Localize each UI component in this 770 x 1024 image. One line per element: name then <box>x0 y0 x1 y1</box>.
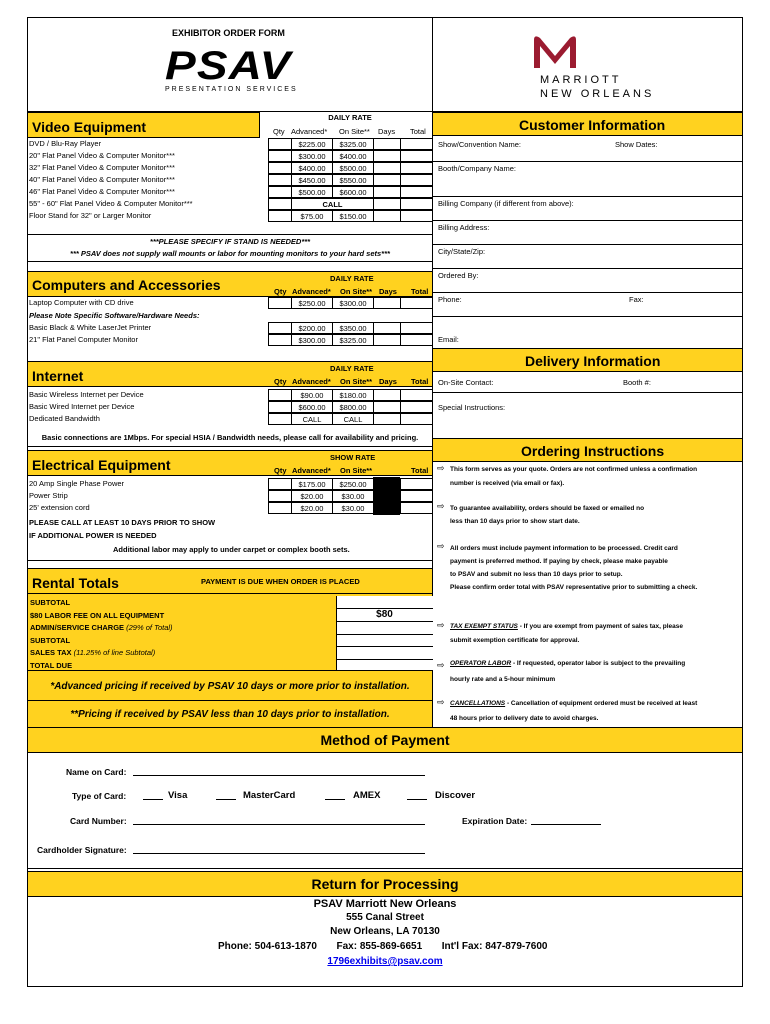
qty-field[interactable] <box>268 174 292 186</box>
table-row-label: 25' extension cord <box>29 503 90 512</box>
email-field[interactable] <box>433 316 742 348</box>
computers-daily-rate: DAILY RATE <box>330 274 374 283</box>
payment-title: Method of Payment <box>320 732 450 748</box>
advanced-price: $75.00 <box>291 210 333 222</box>
video-daily-rate: DAILY RATE <box>328 113 372 122</box>
video-col-qty: Qty <box>273 127 285 136</box>
name-on-card-label: Name on Card: <box>66 767 127 777</box>
onsite-price: $180.00 <box>332 389 374 401</box>
days-field[interactable] <box>373 297 401 309</box>
days-field[interactable] <box>373 334 401 346</box>
internet-daily-rate: DAILY RATE <box>330 364 374 373</box>
instruction-1b: number is received (via email or fax). <box>450 480 565 487</box>
city-state-zip-field[interactable] <box>433 244 742 268</box>
advanced-price: $200.00 <box>291 322 333 334</box>
rental-rule-2 <box>336 621 433 622</box>
onsite-price: $300.00 <box>332 297 374 309</box>
qty-field[interactable] <box>268 389 292 401</box>
total-field[interactable] <box>400 150 433 162</box>
onsite-price: CALL <box>332 413 374 425</box>
table-row-label: 55" - 60" Flat Panel Video & Computer Monitor*** <box>29 199 193 208</box>
table-row-label: Dedicated Bandwidth <box>29 414 100 423</box>
arrow-icon: ⇨ <box>437 541 445 551</box>
return-phone: Phone: 504-613-1870 <box>218 941 317 952</box>
total-field[interactable] <box>400 138 433 150</box>
qty-field[interactable] <box>268 413 292 425</box>
electrical-show-rate: SHOW RATE <box>330 453 376 462</box>
internet-col-total: Total <box>411 377 429 386</box>
call-cell: CALL <box>291 198 374 210</box>
instruction-4a: - If you are exempt from payment of sales tax, please <box>517 623 683 630</box>
form-title: EXHIBITOR ORDER FORM <box>172 28 285 38</box>
delivery-header <box>432 348 743 372</box>
internet-note: Basic connections are 1Mbps. For special HSIA / Bandwidth needs, please call for availability and pricing. <box>41 433 419 442</box>
total-field[interactable] <box>400 401 433 413</box>
expiration-line <box>531 824 601 825</box>
tax-exempt-label: TAX EXEMPT STATUS <box>450 623 518 630</box>
total-field[interactable] <box>400 334 433 346</box>
expiration-label: Expiration Date: <box>462 816 528 826</box>
video-bottom-rule <box>27 261 433 262</box>
internet-col-days: Days <box>379 377 397 386</box>
internet-header <box>27 361 433 387</box>
instruction-5b: hourly rate and a 5-hour minimum <box>450 676 556 683</box>
days-field[interactable] <box>373 162 401 174</box>
video-col-onsite: On Site** <box>339 127 370 136</box>
ordering-title: Ordering Instructions <box>521 443 665 459</box>
internet-col-advanced: Advanced* <box>292 377 331 386</box>
mastercard-checkbox[interactable] <box>216 799 236 800</box>
advanced-price: $300.00 <box>291 334 333 346</box>
computers-header <box>27 271 433 297</box>
video-col-days: Days <box>378 127 396 136</box>
return-intl-fax: Int'l Fax: 847-879-7600 <box>441 941 548 952</box>
instruction-4b: submit exemption certificate for approval. <box>450 637 580 644</box>
visa-label: Visa <box>168 790 188 801</box>
days-field[interactable] <box>373 401 401 413</box>
instruction-6a: - Cancellation of equipment ordered must be received at least <box>505 700 698 707</box>
video-note-wallmount: *** PSAV does not supply wall mounts or labor for mounting monitors to your hard sets*** <box>70 249 390 258</box>
delivery-title: Delivery Information <box>525 353 661 369</box>
instruction-6b: 48 hours prior to delivery date to avoid charges. <box>450 715 599 722</box>
electrical-col-advanced: Advanced* <box>292 466 331 475</box>
onsite-price: $600.00 <box>332 186 374 198</box>
hotel-name-line2: NEW ORLEANS <box>540 88 655 100</box>
total-field[interactable] <box>400 322 433 334</box>
psav-logo <box>165 44 298 93</box>
electrical-title: Electrical Equipment <box>32 457 171 473</box>
signature-line <box>133 853 425 854</box>
rental-labor-amount: $80 <box>376 609 393 620</box>
total-field[interactable] <box>400 174 433 186</box>
amex-checkbox[interactable] <box>325 799 345 800</box>
return-fax: Fax: 855-869-6651 <box>336 941 423 952</box>
onsite-price: $500.00 <box>332 162 374 174</box>
advanced-price: $450.00 <box>291 174 333 186</box>
video-col-advanced: Advanced* <box>291 127 328 136</box>
ordered-by-field[interactable] <box>433 268 742 292</box>
electrical-bottom-rule <box>27 560 433 561</box>
computers-col-days: Days <box>379 287 397 296</box>
table-row-label: 21" Flat Panel Computer Monitor <box>29 335 138 344</box>
return-line2: 555 Canal Street <box>346 912 424 923</box>
rental-sales-tax-pct: (11.25% of line Subtotal) <box>73 648 156 657</box>
table-row-label: Laptop Computer with CD drive <box>29 298 134 307</box>
days-field[interactable] <box>373 186 401 198</box>
table-row-label: 46" Flat Panel Video & Computer Monitor*** <box>29 187 175 196</box>
city-state-zip-label: City/State/Zip: <box>438 247 486 256</box>
special-instructions-label: Special Instructions: <box>438 403 506 412</box>
booth-company-field[interactable] <box>433 161 742 196</box>
onsite-pricing-note: **Pricing if received by PSAV less than 10 days prior to installation. <box>70 709 390 720</box>
total-field[interactable] <box>400 297 433 309</box>
total-field[interactable] <box>400 198 433 210</box>
rental-title: Rental Totals <box>32 575 119 591</box>
return-email-wrap <box>27 956 743 967</box>
advanced-price: $250.00 <box>291 297 333 309</box>
card-number-line <box>133 824 425 825</box>
return-line1: PSAV Marriott New Orleans <box>313 898 457 910</box>
days-field[interactable] <box>373 138 401 150</box>
rental-sales-tax-label: SALES TAX <box>30 648 72 657</box>
rental-subtotal2: SUBTOTAL <box>30 636 71 645</box>
arrow-icon: ⇨ <box>437 463 445 473</box>
instruction-5a: - If requested, operator labor is subject to the prevailing <box>511 660 686 667</box>
instruction-3a: All orders must include payment information to be processed. Credit card <box>450 545 678 552</box>
internet-col-qty: Qty <box>274 377 287 386</box>
days-field[interactable] <box>373 413 401 425</box>
customer-header <box>432 112 743 136</box>
onsite-price: $350.00 <box>332 322 374 334</box>
qty-field[interactable] <box>268 150 292 162</box>
qty-field[interactable] <box>268 334 292 346</box>
return-line3: New Orleans, LA 70130 <box>330 926 440 937</box>
billing-address-label: Billing Address: <box>438 223 490 232</box>
advanced-pricing-note: *Advanced pricing if received by PSAV 10 days or more prior to installation. <box>50 681 410 692</box>
instruction-2b: less than 10 days prior to show start date. <box>450 518 580 525</box>
days-field[interactable] <box>373 322 401 334</box>
advanced-price: $600.00 <box>291 401 333 413</box>
pricing-notes-divider <box>28 700 432 701</box>
video-note-stand: ***PLEASE SPECIFY IF STAND IS NEEDED*** <box>149 237 311 246</box>
total-field[interactable] <box>400 162 433 174</box>
electrical-col-qty: Qty <box>274 466 287 475</box>
computers-col-advanced: Advanced* <box>292 287 331 296</box>
computers-col-onsite: On Site** <box>340 287 373 296</box>
electrical-note-labor: Additional labor may apply to under carpet or complex booth sets. <box>113 545 350 554</box>
video-header <box>27 112 260 138</box>
table-row-label: 40" Flat Panel Video & Computer Monitor*** <box>29 175 175 184</box>
special-instructions-field[interactable] <box>433 393 742 437</box>
marriott-logo-icon <box>530 30 580 70</box>
discover-label: Discover <box>435 790 476 801</box>
advanced-price: $20.00 <box>291 502 333 514</box>
internet-col-onsite: On Site** <box>340 377 373 386</box>
electrical-col-onsite: On Site** <box>340 466 373 475</box>
onsite-price: $325.00 <box>332 334 374 346</box>
onsite-price: $800.00 <box>332 401 374 413</box>
onsite-price: $400.00 <box>332 150 374 162</box>
instruction-3b: payment is preferred method. If paying by check, please make payable <box>450 558 668 565</box>
onsite-price: $30.00 <box>332 502 374 514</box>
rental-total-due: TOTAL DUE <box>30 661 73 670</box>
onsite-price: $550.00 <box>332 174 374 186</box>
rental-rule-3 <box>336 634 433 635</box>
table-row-label: Floor Stand for 32" or Larger Monitor <box>29 211 152 220</box>
total-field[interactable] <box>400 490 433 502</box>
rental-admin-pct: (29% of Total) <box>126 623 173 632</box>
show-name-label: Show/Convention Name: <box>438 140 521 149</box>
qty-field[interactable] <box>268 138 292 150</box>
return-email-link[interactable]: 1796exhibits@psav.com <box>327 956 443 967</box>
table-row-label: Basic Wired Internet per Device <box>29 402 135 411</box>
computers-col-total: Total <box>411 287 429 296</box>
qty-field[interactable] <box>268 210 292 222</box>
onsite-contact-label: On-Site Contact: <box>438 378 494 387</box>
table-row-label: 20 Amp Single Phase Power <box>29 479 125 488</box>
instruction-2a: To guarantee availability, orders should be faxed or emailed no <box>450 505 645 512</box>
rental-admin-label: ADMIN/SERVICE CHARGE <box>30 623 125 632</box>
ordered-by-label: Ordered By: <box>438 271 479 280</box>
arrow-icon: ⇨ <box>437 697 445 707</box>
electrical-days-blackout <box>373 477 400 515</box>
table-row-label: 32" Flat Panel Video & Computer Monitor*** <box>29 163 175 172</box>
operator-labor-label: OPERATOR LABOR <box>450 660 512 667</box>
days-field[interactable] <box>373 389 401 401</box>
type-of-card-label: Type of Card: <box>72 791 127 801</box>
arrow-icon: ⇨ <box>437 660 445 670</box>
total-field[interactable] <box>400 210 433 222</box>
email-label: Email: <box>438 335 459 344</box>
phone-right-label: Fax: <box>629 295 644 304</box>
arrow-icon: ⇨ <box>437 501 445 511</box>
expiration-field[interactable] <box>531 812 601 824</box>
advanced-price: $90.00 <box>291 389 333 401</box>
video-col-total: Total <box>410 127 426 136</box>
qty-field[interactable] <box>268 490 292 502</box>
rental-rule-4 <box>336 646 433 647</box>
advanced-price: $225.00 <box>291 138 333 150</box>
onsite-price: $150.00 <box>332 210 374 222</box>
name-on-card-field[interactable] <box>133 763 425 775</box>
advanced-price: $400.00 <box>291 162 333 174</box>
amex-label: AMEX <box>353 790 381 801</box>
electrical-header <box>27 450 433 476</box>
advanced-price: $300.00 <box>291 150 333 162</box>
discover-checkbox[interactable] <box>407 799 427 800</box>
return-header <box>27 871 743 897</box>
header-divider <box>432 17 433 112</box>
electrical-note-power: IF ADDITIONAL POWER IS NEEDED <box>29 531 157 540</box>
instruction-3c: to PSAV and submit no less than 10 days prior to setup. <box>450 571 623 578</box>
video-title: Video Equipment <box>32 119 147 135</box>
pricing-notes-box <box>27 670 433 730</box>
arrow-icon: ⇨ <box>437 620 445 630</box>
total-field[interactable] <box>400 389 433 401</box>
billing-company-label: Billing Company (if different from above): <box>438 199 574 208</box>
days-field[interactable] <box>373 210 401 222</box>
show-name-right-label: Show Dates: <box>615 140 658 149</box>
return-contact-line <box>218 941 547 952</box>
payment-bottom-rule <box>27 868 743 869</box>
advanced-price: CALL <box>291 413 333 425</box>
total-field[interactable] <box>400 186 433 198</box>
booth-company-label: Booth/Company Name: <box>438 164 516 173</box>
show-name-field[interactable] <box>433 137 742 161</box>
days-field[interactable] <box>373 198 401 210</box>
advanced-price: $175.00 <box>291 478 333 490</box>
mastercard-label: MasterCard <box>243 790 296 801</box>
rental-header <box>27 568 433 594</box>
computers-col-qty: Qty <box>274 287 287 296</box>
internet-title: Internet <box>32 368 84 384</box>
qty-field[interactable] <box>268 297 292 309</box>
billing-company-field[interactable] <box>433 196 742 220</box>
onsite-contact-field[interactable] <box>433 374 742 392</box>
rental-subtotal: SUBTOTAL <box>30 598 71 607</box>
psav-logo-text: PSAV <box>165 44 292 88</box>
instruction-1a: This form serves as your quote. Orders are not confirmed unless a confirmation <box>450 466 698 473</box>
video-rule <box>27 234 433 235</box>
table-row-label: Basic Black & White LaserJet Printer <box>29 323 152 332</box>
visa-checkbox[interactable] <box>143 799 163 800</box>
qty-field[interactable] <box>268 502 292 514</box>
phone-field[interactable] <box>433 292 742 316</box>
booth-label: Booth #: <box>623 378 651 387</box>
qty-field[interactable] <box>268 322 292 334</box>
psav-tagline: PRESENTATION SERVICES <box>165 86 298 93</box>
electrical-col-total: Total <box>411 466 429 475</box>
qty-field[interactable] <box>268 162 292 174</box>
ordering-header <box>432 438 743 462</box>
total-field[interactable] <box>400 413 433 425</box>
qty-field[interactable] <box>268 478 292 490</box>
signature-field[interactable] <box>133 841 425 853</box>
table-row-label: Power Strip <box>29 491 68 500</box>
advanced-price: $20.00 <box>291 490 333 502</box>
hotel-name-line1: MARRIOTT <box>540 74 622 86</box>
billing-address-field[interactable] <box>433 220 742 244</box>
instruction-3d: Please confirm order total with PSAV representative prior to submitting a check. <box>450 584 698 591</box>
customer-title: Customer Information <box>519 117 666 133</box>
qty-field[interactable] <box>268 198 292 210</box>
payment-header <box>27 727 743 753</box>
cancellations-label: CANCELLATIONS <box>450 700 506 707</box>
advanced-price: $500.00 <box>291 186 333 198</box>
table-row-label: Basic Wireless Internet per Device <box>29 390 144 399</box>
computers-software-note: Please Note Specific Software/Hardware Needs: <box>29 311 200 320</box>
qty-field[interactable] <box>268 401 292 413</box>
days-field[interactable] <box>373 150 401 162</box>
electrical-note-call: PLEASE CALL AT LEAST 10 DAYS PRIOR TO SHOW <box>29 518 216 527</box>
labor-fee-field[interactable] <box>337 609 432 621</box>
table-row-label: DVD / Blu-Ray Player <box>29 139 102 148</box>
rental-labor-fee: $80 LABOR FEE ON ALL EQUIPMENT <box>30 611 165 620</box>
computers-title: Computers and Accessories <box>32 277 221 293</box>
return-title: Return for Processing <box>311 876 459 892</box>
days-field[interactable] <box>373 174 401 186</box>
onsite-price: $30.00 <box>332 490 374 502</box>
rental-payment-note: PAYMENT IS DUE WHEN ORDER IS PLACED <box>201 577 360 586</box>
total-field[interactable] <box>400 478 433 490</box>
name-on-card-line <box>133 775 425 776</box>
card-number-label: Card Number: <box>70 816 127 826</box>
onsite-price: $250.00 <box>332 478 374 490</box>
qty-field[interactable] <box>268 186 292 198</box>
signature-label: Cardholder Signature: <box>37 845 127 855</box>
table-row-label: 20" Flat Panel Video & Computer Monitor*** <box>29 151 175 160</box>
phone-label: Phone: <box>438 295 462 304</box>
total-field[interactable] <box>400 502 433 514</box>
rental-rule-5 <box>336 659 433 660</box>
onsite-price: $325.00 <box>332 138 374 150</box>
internet-bottom-rule <box>27 446 433 447</box>
card-number-field[interactable] <box>133 812 425 824</box>
